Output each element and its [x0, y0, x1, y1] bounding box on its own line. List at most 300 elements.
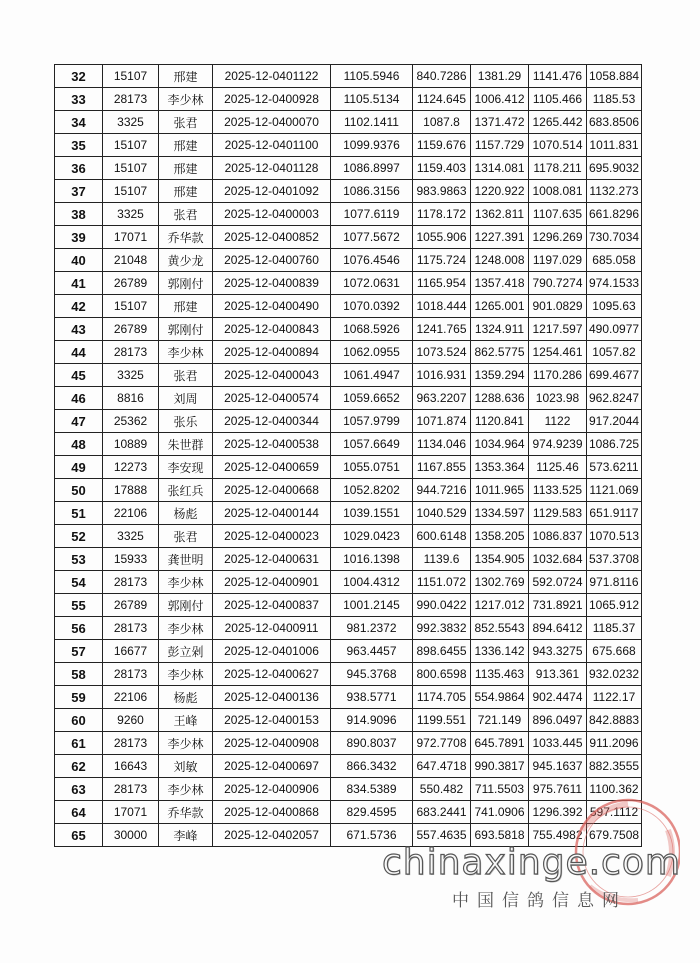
score-4-cell: 597.1112: [587, 801, 642, 824]
ring-prefix-cell: 26789: [103, 272, 159, 295]
rank-cell: 35: [55, 134, 103, 157]
score-1-cell: 1159.676: [413, 134, 471, 157]
rank-cell: 49: [55, 456, 103, 479]
owner-name-cell: 李少林: [159, 571, 213, 594]
owner-name-cell: 张乐: [159, 410, 213, 433]
score-2-cell: 1217.012: [471, 594, 529, 617]
rank-cell: 65: [55, 824, 103, 847]
score-1-cell: 972.7708: [413, 732, 471, 755]
score-3-cell: 1265.442: [529, 111, 587, 134]
score-4-cell: 911.2096: [587, 732, 642, 755]
score-3-cell: 975.7611: [529, 778, 587, 801]
score-4-cell: 685.058: [587, 249, 642, 272]
score-2-cell: 1314.081: [471, 157, 529, 180]
score-3-cell: 913.361: [529, 663, 587, 686]
score-4-cell: 842.8883: [587, 709, 642, 732]
rank-cell: 61: [55, 732, 103, 755]
score-cell: 1099.9376: [331, 134, 413, 157]
score-2-cell: 1354.905: [471, 548, 529, 571]
ring-number-cell: 2025-12-0400894: [213, 341, 331, 364]
owner-name-cell: 彭立剁: [159, 640, 213, 663]
score-cell: 945.3768: [331, 663, 413, 686]
rank-cell: 56: [55, 617, 103, 640]
rank-cell: 37: [55, 180, 103, 203]
table-row: [55, 88, 642, 111]
owner-name-cell: 邢建: [159, 65, 213, 88]
score-2-cell: 741.0906: [471, 801, 529, 824]
score-1-cell: 1016.931: [413, 364, 471, 387]
ring-prefix-cell: 28173: [103, 88, 159, 111]
ring-number-cell: 2025-12-0401128: [213, 157, 331, 180]
table-row: [55, 801, 642, 824]
owner-name-cell: 朱世群: [159, 433, 213, 456]
ring-number-cell: 2025-12-0401006: [213, 640, 331, 663]
score-3-cell: 1086.837: [529, 525, 587, 548]
owner-name-cell: 李少林: [159, 663, 213, 686]
rank-cell: 38: [55, 203, 103, 226]
table-row: [55, 364, 642, 387]
ring-number-cell: 2025-12-0400153: [213, 709, 331, 732]
owner-name-cell: 杨彪: [159, 502, 213, 525]
score-4-cell: 971.8116: [587, 571, 642, 594]
score-1-cell: 1241.765: [413, 318, 471, 341]
ring-number-cell: 2025-12-0400697: [213, 755, 331, 778]
score-4-cell: 1070.513: [587, 525, 642, 548]
score-2-cell: 1120.841: [471, 410, 529, 433]
score-3-cell: 1129.583: [529, 502, 587, 525]
table-row: [55, 686, 642, 709]
score-cell: 1001.2145: [331, 594, 413, 617]
ring-prefix-cell: 17071: [103, 801, 159, 824]
rank-cell: 53: [55, 548, 103, 571]
score-3-cell: 1008.081: [529, 180, 587, 203]
score-4-cell: 695.9032: [587, 157, 642, 180]
ring-prefix-cell: 3325: [103, 203, 159, 226]
table-row: [55, 318, 642, 341]
owner-name-cell: 李安现: [159, 456, 213, 479]
owner-name-cell: 郭刚付: [159, 272, 213, 295]
ring-number-cell: 2025-12-0400837: [213, 594, 331, 617]
ring-prefix-cell: 3325: [103, 111, 159, 134]
ring-number-cell: 2025-12-0400852: [213, 226, 331, 249]
score-cell: 1086.8997: [331, 157, 413, 180]
ring-prefix-cell: 15107: [103, 157, 159, 180]
score-2-cell: 862.5775: [471, 341, 529, 364]
ring-prefix-cell: 15107: [103, 65, 159, 88]
table-row: [55, 410, 642, 433]
owner-name-cell: 刘周: [159, 387, 213, 410]
score-1-cell: 683.2441: [413, 801, 471, 824]
owner-name-cell: 张君: [159, 525, 213, 548]
score-4-cell: 917.2044: [587, 410, 642, 433]
owner-name-cell: 邢建: [159, 295, 213, 318]
score-1-cell: 1159.403: [413, 157, 471, 180]
score-3-cell: 894.6412: [529, 617, 587, 640]
score-4-cell: 1095.63: [587, 295, 642, 318]
ring-prefix-cell: 3325: [103, 525, 159, 548]
score-1-cell: 557.4635: [413, 824, 471, 847]
ring-number-cell: 2025-12-0400631: [213, 548, 331, 571]
score-4-cell: 1185.37: [587, 617, 642, 640]
score-1-cell: 1124.645: [413, 88, 471, 111]
ring-prefix-cell: 15107: [103, 134, 159, 157]
ring-number-cell: 2025-12-0400538: [213, 433, 331, 456]
score-3-cell: 1122: [529, 410, 587, 433]
table-row: [55, 778, 642, 801]
score-cell: 834.5389: [331, 778, 413, 801]
score-3-cell: 1125.46: [529, 456, 587, 479]
score-2-cell: 1248.008: [471, 249, 529, 272]
ring-number-cell: 2025-12-0400490: [213, 295, 331, 318]
rank-cell: 60: [55, 709, 103, 732]
results-table-body: [55, 65, 642, 847]
ring-prefix-cell: 28173: [103, 571, 159, 594]
score-1-cell: 992.3832: [413, 617, 471, 640]
rank-cell: 41: [55, 272, 103, 295]
table-row: [55, 249, 642, 272]
score-1-cell: 600.6148: [413, 525, 471, 548]
score-cell: 1105.5134: [331, 88, 413, 111]
ring-prefix-cell: 16643: [103, 755, 159, 778]
table-row: [55, 272, 642, 295]
owner-name-cell: 张君: [159, 364, 213, 387]
score-3-cell: 790.7274: [529, 272, 587, 295]
score-1-cell: 1139.6: [413, 548, 471, 571]
score-1-cell: 1071.874: [413, 410, 471, 433]
ring-number-cell: 2025-12-0400344: [213, 410, 331, 433]
score-2-cell: 1358.205: [471, 525, 529, 548]
rank-cell: 39: [55, 226, 103, 249]
rank-cell: 63: [55, 778, 103, 801]
score-cell: 1077.6119: [331, 203, 413, 226]
score-4-cell: 699.4677: [587, 364, 642, 387]
score-1-cell: 840.7286: [413, 65, 471, 88]
score-3-cell: 1197.029: [529, 249, 587, 272]
score-1-cell: 1151.072: [413, 571, 471, 594]
score-1-cell: 1018.444: [413, 295, 471, 318]
table-row: [55, 341, 642, 364]
rank-cell: 44: [55, 341, 103, 364]
score-3-cell: 1105.466: [529, 88, 587, 111]
score-2-cell: 990.3817: [471, 755, 529, 778]
rank-cell: 33: [55, 88, 103, 111]
score-3-cell: 755.4982: [529, 824, 587, 847]
score-2-cell: 645.7891: [471, 732, 529, 755]
score-3-cell: 592.0724: [529, 571, 587, 594]
score-3-cell: 1070.514: [529, 134, 587, 157]
ring-prefix-cell: 30000: [103, 824, 159, 847]
ring-prefix-cell: 17888: [103, 479, 159, 502]
score-2-cell: 1362.811: [471, 203, 529, 226]
score-cell: 1057.6649: [331, 433, 413, 456]
score-cell: 1077.5672: [331, 226, 413, 249]
rank-cell: 46: [55, 387, 103, 410]
score-2-cell: 1359.294: [471, 364, 529, 387]
score-1-cell: 898.6455: [413, 640, 471, 663]
score-4-cell: 730.7034: [587, 226, 642, 249]
ring-prefix-cell: 17071: [103, 226, 159, 249]
score-4-cell: 651.9117: [587, 502, 642, 525]
score-4-cell: 1100.362: [587, 778, 642, 801]
table-row: [55, 640, 642, 663]
score-4-cell: 490.0977: [587, 318, 642, 341]
score-2-cell: 1006.412: [471, 88, 529, 111]
score-4-cell: 882.3555: [587, 755, 642, 778]
score-3-cell: 945.1637: [529, 755, 587, 778]
score-cell: 1068.5926: [331, 318, 413, 341]
table-row: [55, 180, 642, 203]
score-2-cell: 1353.364: [471, 456, 529, 479]
ring-number-cell: 2025-12-0400003: [213, 203, 331, 226]
owner-name-cell: 李少林: [159, 617, 213, 640]
score-2-cell: 1220.922: [471, 180, 529, 203]
table-row: [55, 433, 642, 456]
score-1-cell: 550.482: [413, 778, 471, 801]
score-cell: 1059.6652: [331, 387, 413, 410]
ring-number-cell: 2025-12-0402057: [213, 824, 331, 847]
rank-cell: 57: [55, 640, 103, 663]
owner-name-cell: 邢建: [159, 134, 213, 157]
score-cell: 938.5771: [331, 686, 413, 709]
owner-name-cell: 郭刚付: [159, 594, 213, 617]
score-1-cell: 1174.705: [413, 686, 471, 709]
score-2-cell: 1324.911: [471, 318, 529, 341]
score-2-cell: 721.149: [471, 709, 529, 732]
score-cell: 1055.0751: [331, 456, 413, 479]
score-4-cell: 962.8247: [587, 387, 642, 410]
score-1-cell: 990.0422: [413, 594, 471, 617]
score-cell: 1039.1551: [331, 502, 413, 525]
score-4-cell: 1058.884: [587, 65, 642, 88]
ring-number-cell: 2025-12-0400659: [213, 456, 331, 479]
score-1-cell: 963.2207: [413, 387, 471, 410]
score-3-cell: 901.0829: [529, 295, 587, 318]
owner-name-cell: 李少林: [159, 88, 213, 111]
table-row: [55, 479, 642, 502]
score-1-cell: 1087.8: [413, 111, 471, 134]
results-table: [54, 64, 642, 847]
owner-name-cell: 张君: [159, 203, 213, 226]
ring-number-cell: 2025-12-0400070: [213, 111, 331, 134]
score-cell: 981.2372: [331, 617, 413, 640]
score-2-cell: 1157.729: [471, 134, 529, 157]
score-2-cell: 554.9864: [471, 686, 529, 709]
ring-prefix-cell: 16677: [103, 640, 159, 663]
score-2-cell: 1265.001: [471, 295, 529, 318]
ring-number-cell: 2025-12-0400843: [213, 318, 331, 341]
table-row: [55, 134, 642, 157]
score-2-cell: 1288.636: [471, 387, 529, 410]
rank-cell: 32: [55, 65, 103, 88]
score-4-cell: 675.668: [587, 640, 642, 663]
score-1-cell: 1199.551: [413, 709, 471, 732]
table-row: [55, 226, 642, 249]
score-2-cell: 1011.965: [471, 479, 529, 502]
table-row: [55, 65, 642, 88]
score-cell: 866.3432: [331, 755, 413, 778]
owner-name-cell: 张君: [159, 111, 213, 134]
ring-number-cell: 2025-12-0401122: [213, 65, 331, 88]
owner-name-cell: 杨彪: [159, 686, 213, 709]
score-cell: 914.9096: [331, 709, 413, 732]
score-2-cell: 711.5503: [471, 778, 529, 801]
score-3-cell: 1133.525: [529, 479, 587, 502]
score-cell: 1062.0955: [331, 341, 413, 364]
ring-prefix-cell: 9260: [103, 709, 159, 732]
ring-prefix-cell: 26789: [103, 594, 159, 617]
score-3-cell: 1296.269: [529, 226, 587, 249]
rank-cell: 43: [55, 318, 103, 341]
score-cell: 1102.1411: [331, 111, 413, 134]
score-3-cell: 896.0497: [529, 709, 587, 732]
ring-prefix-cell: 12273: [103, 456, 159, 479]
score-cell: 1057.9799: [331, 410, 413, 433]
ring-prefix-cell: 15107: [103, 180, 159, 203]
owner-name-cell: 王峰: [159, 709, 213, 732]
ring-number-cell: 2025-12-0400760: [213, 249, 331, 272]
score-cell: 671.5736: [331, 824, 413, 847]
ring-number-cell: 2025-12-0400668: [213, 479, 331, 502]
score-3-cell: 902.4474: [529, 686, 587, 709]
score-1-cell: 1073.524: [413, 341, 471, 364]
score-2-cell: 852.5543: [471, 617, 529, 640]
table-row: [55, 387, 642, 410]
owner-name-cell: 刘敏: [159, 755, 213, 778]
ring-number-cell: 2025-12-0400906: [213, 778, 331, 801]
score-3-cell: 1032.684: [529, 548, 587, 571]
rank-cell: 42: [55, 295, 103, 318]
rank-cell: 64: [55, 801, 103, 824]
score-3-cell: 1296.392: [529, 801, 587, 824]
owner-name-cell: 乔华款: [159, 226, 213, 249]
rank-cell: 51: [55, 502, 103, 525]
score-4-cell: 1065.912: [587, 594, 642, 617]
score-4-cell: 1122.17: [587, 686, 642, 709]
owner-name-cell: 李少林: [159, 341, 213, 364]
score-1-cell: 800.6598: [413, 663, 471, 686]
rank-cell: 45: [55, 364, 103, 387]
score-4-cell: 1086.725: [587, 433, 642, 456]
table-row: [55, 663, 642, 686]
rank-cell: 48: [55, 433, 103, 456]
score-2-cell: 1334.597: [471, 502, 529, 525]
score-1-cell: 983.9863: [413, 180, 471, 203]
score-cell: 1086.3156: [331, 180, 413, 203]
score-2-cell: 1302.769: [471, 571, 529, 594]
score-3-cell: 1141.476: [529, 65, 587, 88]
score-3-cell: 1107.635: [529, 203, 587, 226]
score-4-cell: 1011.831: [587, 134, 642, 157]
ring-number-cell: 2025-12-0400901: [213, 571, 331, 594]
score-cell: 1061.4947: [331, 364, 413, 387]
ring-number-cell: 2025-12-0401100: [213, 134, 331, 157]
score-cell: 829.4595: [331, 801, 413, 824]
ring-prefix-cell: 28173: [103, 663, 159, 686]
score-4-cell: 1121.069: [587, 479, 642, 502]
ring-prefix-cell: 15933: [103, 548, 159, 571]
ring-number-cell: 2025-12-0400023: [213, 525, 331, 548]
table-row: [55, 157, 642, 180]
score-4-cell: 573.6211: [587, 456, 642, 479]
score-cell: 1070.0392: [331, 295, 413, 318]
owner-name-cell: 李少林: [159, 778, 213, 801]
ring-number-cell: 2025-12-0400136: [213, 686, 331, 709]
rank-cell: 40: [55, 249, 103, 272]
owner-name-cell: 乔华款: [159, 801, 213, 824]
table-row: [55, 502, 642, 525]
score-4-cell: 1185.53: [587, 88, 642, 111]
table-row: [55, 709, 642, 732]
rank-cell: 55: [55, 594, 103, 617]
score-cell: 1016.1398: [331, 548, 413, 571]
table-row: [55, 456, 642, 479]
ring-number-cell: 2025-12-0400868: [213, 801, 331, 824]
score-1-cell: 1175.724: [413, 249, 471, 272]
rank-cell: 36: [55, 157, 103, 180]
score-1-cell: 1040.529: [413, 502, 471, 525]
score-4-cell: 679.7508: [587, 824, 642, 847]
owner-name-cell: 郭刚付: [159, 318, 213, 341]
rank-cell: 62: [55, 755, 103, 778]
rank-cell: 58: [55, 663, 103, 686]
ring-number-cell: 2025-12-0400144: [213, 502, 331, 525]
score-2-cell: 693.5818: [471, 824, 529, 847]
rank-cell: 47: [55, 410, 103, 433]
owner-name-cell: 黄少龙: [159, 249, 213, 272]
ring-number-cell: 2025-12-0401092: [213, 180, 331, 203]
table-row: [55, 594, 642, 617]
score-4-cell: 661.8296: [587, 203, 642, 226]
rank-cell: 54: [55, 571, 103, 594]
score-1-cell: 1134.046: [413, 433, 471, 456]
table-row: [55, 617, 642, 640]
ring-number-cell: 2025-12-0400928: [213, 88, 331, 111]
site-watermark: chinaxinge.com: [382, 842, 681, 883]
score-4-cell: 974.1533: [587, 272, 642, 295]
owner-name-cell: 张红兵: [159, 479, 213, 502]
score-2-cell: 1371.472: [471, 111, 529, 134]
table-row: [55, 525, 642, 548]
score-4-cell: 537.3708: [587, 548, 642, 571]
ring-number-cell: 2025-12-0400908: [213, 732, 331, 755]
table-row: [55, 203, 642, 226]
score-4-cell: 932.0232: [587, 663, 642, 686]
table-row: [55, 755, 642, 778]
score-3-cell: 1217.597: [529, 318, 587, 341]
ring-prefix-cell: 8816: [103, 387, 159, 410]
score-3-cell: 1023.98: [529, 387, 587, 410]
ring-prefix-cell: 22106: [103, 686, 159, 709]
score-3-cell: 943.3275: [529, 640, 587, 663]
table-row: [55, 732, 642, 755]
score-2-cell: 1034.964: [471, 433, 529, 456]
score-3-cell: 1178.211: [529, 157, 587, 180]
score-3-cell: 1033.445: [529, 732, 587, 755]
table-row: [55, 548, 642, 571]
table-row: [55, 295, 642, 318]
score-cell: 1029.0423: [331, 525, 413, 548]
score-3-cell: 1254.461: [529, 341, 587, 364]
ring-prefix-cell: 28173: [103, 732, 159, 755]
score-cell: 1105.5946: [331, 65, 413, 88]
rank-cell: 50: [55, 479, 103, 502]
score-4-cell: 683.8506: [587, 111, 642, 134]
score-cell: 1052.8202: [331, 479, 413, 502]
owner-name-cell: 邢建: [159, 157, 213, 180]
rank-cell: 52: [55, 525, 103, 548]
score-cell: 1004.4312: [331, 571, 413, 594]
score-2-cell: 1381.29: [471, 65, 529, 88]
